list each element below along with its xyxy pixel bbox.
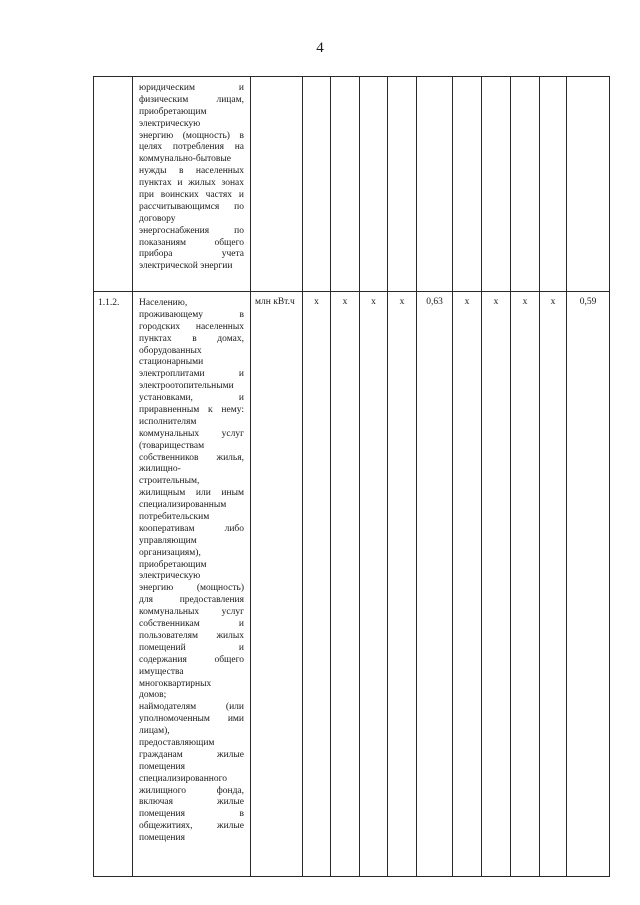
description-line: специализированным [139,500,227,511]
description-line: потребительским [139,512,210,523]
description-line: Населению, [139,298,188,308]
value-cell [453,77,482,292]
description-line: общежитиях, жилые [139,821,244,832]
description-line: организациям), [139,547,201,558]
description-line: энергоснабжения по [139,225,244,236]
value-cell: х [388,292,417,877]
description-line: собственников жилья, [139,452,244,463]
value-cell [567,77,610,292]
description-line: кооперативам либо [139,523,244,534]
description-line: пользователям жилых [139,630,244,641]
description-line: жилищно- [139,464,181,475]
description-line: гражданам жилые [139,749,244,760]
value-cell: х [482,292,511,877]
value-cell: х [303,292,331,877]
description-line: наймодателям (или [139,702,244,713]
value-cell: 0,59 [567,292,610,877]
value-cell: х [540,292,567,877]
description-line: энергию (мощность) [139,583,244,594]
unit-cell: млн кВт.ч [251,292,303,877]
description-line: договору [139,213,176,224]
description-line: собственникам и [139,619,244,630]
table-row [94,292,610,877]
value-cell [303,77,331,292]
description-line: приравненным к нему: [139,405,244,416]
description-line: при воинских частях и [139,190,244,201]
description-line: приобретающим [139,559,207,570]
description-line: многоквартирных [139,678,212,689]
description-line: домов; [139,690,167,701]
description-line: пунктах и жилых зонах [139,178,244,189]
description-line: строительным, [139,476,200,487]
description-line: нужды в населенных [139,166,244,177]
description-line: физическим лицам, [139,94,244,105]
value-cell [511,77,540,292]
description-line: управляющим [139,535,197,546]
description-line: коммунальных услуг [139,607,244,618]
value-cell: х [331,292,360,877]
description-line: пунктах в домах, [139,333,244,344]
description-line: коммунально-бытовые [139,154,232,165]
description-line: стационарными [139,357,204,368]
value-cell: х [511,292,540,877]
unit-cell [251,77,303,292]
description-line: электроплитами и [139,369,244,380]
description-line: (товариществам [139,440,205,451]
description-line: электрической энергии [139,261,233,272]
description-line: помещений и [139,642,244,653]
value-cell: х [453,292,482,877]
value-cell: х [360,292,388,877]
description-line: включая жилые [139,797,244,808]
description-line: помещения в [139,809,244,820]
value-cell [331,77,360,292]
description-line: помещения [139,833,185,844]
description-line: рассчитывающимся по [139,201,244,212]
value-cell: 0,63 [417,292,453,877]
page-number: 4 [316,40,324,56]
description-line: помещения [139,761,185,772]
description-line: приобретающим [139,106,207,117]
description-line: целях потребления на [139,142,244,153]
description-line: жилищного фонда, [139,785,244,796]
description-line: энергию (мощность) в [139,130,244,141]
description-cell [133,77,251,292]
description-line: оборудованных [139,345,202,356]
description-line: электрическую [139,571,201,582]
table-row [94,77,610,292]
row-number-cell [94,77,133,292]
value-cell [360,77,388,292]
description-cell [133,292,251,877]
description-line: специализированного [139,773,228,784]
tariff-table [93,76,610,877]
value-cell [482,77,511,292]
description-line: содержания общего [139,654,244,665]
description-line: электрическую [139,118,201,129]
description-line: имущества [139,666,184,677]
description-line: установками, и [139,393,244,404]
value-cell [388,77,417,292]
value-cell [540,77,567,292]
description-line: коммунальных услуг [139,428,244,439]
description-line: лицам), [139,726,170,737]
description-line: электроотопительными [139,381,234,392]
description-line: прибора учета [139,249,244,260]
row-number-cell: 1.1.2. [94,292,133,877]
description-line: городских населенных [139,321,244,332]
value-cell [417,77,453,292]
description-line: проживающему в [139,309,244,320]
description-line: исполнителям [139,416,197,427]
description-line: предоставляющим [139,737,215,748]
description-line: уполномоченным ими [139,714,244,725]
description-line: показаниям общего [139,237,244,248]
description-line: жилищным или иным [139,488,244,499]
description-line: для предоставления [139,595,244,606]
description-line: юридическим и [139,83,244,93]
